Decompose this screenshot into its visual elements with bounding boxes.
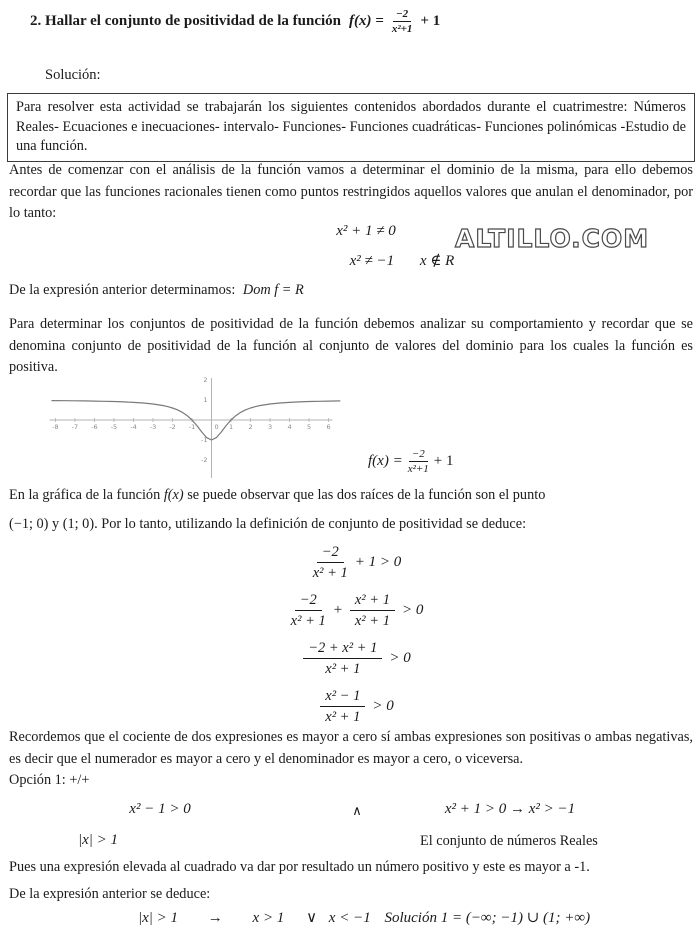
eq4-fraction [320, 687, 365, 726]
svg-text:1: 1 [228, 423, 234, 431]
option1-label: Opción 1: +/+ [9, 772, 90, 788]
eq2-fraction1 [291, 591, 326, 630]
solution-label: Solución: [45, 67, 101, 83]
eq-domain-1: x² + 1 ≠ 0 [336, 223, 396, 239]
eq4-tail: > 0 [372, 698, 394, 715]
roots-text-fx: f(x) [163, 487, 184, 503]
final-abs-condition: |x| > 1 [138, 910, 179, 926]
graph-formula-tail: + 1 [433, 453, 454, 470]
svg-text:1: 1 [203, 396, 208, 404]
graph-formula-denominator: x²+1 [407, 463, 429, 476]
svg-text:-2: -2 [201, 456, 208, 464]
solution-interval: Solución 1 = (−∞; −1) ∪ (1; +∞) [384, 910, 591, 926]
conjunction-symbol: ∧ [352, 803, 362, 818]
eq4-denominator: x² + 1 [325, 709, 361, 726]
eq1-fraction [313, 543, 348, 582]
graph-formula-fraction [408, 448, 429, 475]
svg-text:0: 0 [214, 423, 219, 431]
abs-value-condition: |x| > 1 [78, 832, 119, 848]
graph-formula [368, 448, 454, 475]
svg-text:5: 5 [307, 423, 312, 431]
eq2-plus-sign: + [332, 602, 343, 619]
final-cond-negative: x < −1 [328, 910, 371, 926]
svg-text:2: 2 [248, 423, 253, 431]
title-formula-denominator: x²+1 [391, 23, 413, 36]
svg-text:-1: -1 [201, 436, 208, 444]
denominator-condition: x² + 1 > 0 → x² > −1 [444, 801, 576, 817]
eq-domain-2 [104, 251, 700, 270]
paragraph-positivity-def: Para determinar los conjuntos de positividad de la función debemos analizar su comportamiento y recordar que se denomina conjunto de positividad de la función al conjunto de valores del dominio para los cuales la función es positiva. [9, 316, 693, 375]
disjunction-symbol: ∨ [306, 910, 318, 926]
domain-conclusion-math: Dom f = R [242, 282, 304, 298]
eq2-fraction2 [350, 591, 395, 630]
svg-text:-1: -1 [188, 423, 196, 431]
paragraph-graph-roots-line2: (−1; 0) y (1; 0). Por lo tanto, utilizando la definición de conjunto de positividad se deduce: [9, 516, 527, 532]
eq-domain-2a: x² ≠ −1 [349, 253, 395, 269]
graph-formula-numerator: −2 [409, 448, 428, 462]
domain-conclusion [9, 282, 304, 299]
title-formula-numerator: −2 [393, 8, 411, 22]
eq3-fraction [303, 639, 382, 678]
svg-text:-4: -4 [130, 423, 137, 431]
reals-note: El conjunto de números Reales [420, 833, 598, 849]
svg-text:-7: -7 [71, 423, 79, 431]
graph-formula-lead: f(x) = [368, 453, 403, 470]
domain-conclusion-text: De la expresión anterior determinamos: [9, 282, 236, 298]
eq1-denominator: x² + 1 [312, 565, 348, 582]
paragraph-square-note: Pues una expresión elevada al cuadrado va dar por resultado un número positivo y este es mayor a -1. [9, 859, 590, 875]
derivation-eq4 [7, 687, 700, 726]
exercise-title-text: 2. Hallar el conjunto de positividad de la función [30, 13, 342, 30]
eq4-numerator: x² − 1 [320, 687, 365, 707]
derivation-eq1 [7, 543, 700, 582]
svg-text:-8: -8 [52, 423, 59, 431]
svg-text:3: 3 [267, 423, 273, 431]
svg-text:-2: -2 [169, 423, 176, 431]
eq1-numerator: −2 [317, 543, 344, 563]
eq2-numerator1: −2 [295, 591, 322, 611]
paragraph-domain-intro: Antes de comenzar con el análisis de la función vamos a determinar el dominio de la misma, para ello debemos recordar que las funciones racionales tienen como puntos restringidos aquellos valores que anulan el denominador, por lo tanto: [9, 162, 693, 221]
title-formula-tail: + 1 [420, 13, 441, 30]
eq3-numerator: −2 + x² + 1 [303, 639, 382, 659]
numerator-condition: x² − 1 > 0 [129, 801, 191, 817]
title-formula-lead: f(x) = [349, 13, 384, 30]
svg-text:-3: -3 [149, 423, 157, 431]
svg-text:4: 4 [287, 423, 292, 431]
paragraph-quotient-rule: Recordemos que el cociente de dos expresiones es mayor a cero sí ambas expresiones son positivas o ambas negativas, es decir que el numerador es mayor a cero y el denominador es mayor a cero, o viceversa. [9, 729, 693, 767]
paragraph-graph-roots-line1 [9, 487, 699, 504]
eq3-denominator: x² + 1 [325, 661, 361, 678]
svg-text:2: 2 [203, 376, 208, 384]
implies-arrow: → [207, 910, 223, 926]
deduction-intro: De la expresión anterior se deduce: [9, 886, 211, 902]
final-cond-positive: x > 1 [252, 910, 285, 926]
eq2-denominator1: x² + 1 [290, 613, 326, 630]
exercise-title [30, 8, 440, 35]
eq2-tail: > 0 [401, 602, 424, 619]
derivation-eq2 [7, 591, 700, 630]
svg-text:-5: -5 [110, 423, 118, 431]
contents-box: Para resolver esta actividad se trabajarán los siguientes contenidos abordados durante el cuatrimestre: Números Reales- Ecuaciones e inecuaciones- intervalo- Funciones- Funciones cuadráticas- Funciones polinómicas -Estudio de una función. [7, 93, 695, 162]
eq2-denominator2: x² + 1 [354, 613, 390, 630]
final-solution-line [138, 908, 590, 927]
eq3-tail: > 0 [389, 650, 411, 667]
function-graph [32, 370, 352, 482]
eq2-numerator2: x² + 1 [350, 591, 395, 611]
derivation-eq3 [7, 639, 700, 678]
altillo-watermark: ALTILLO.COM [455, 224, 650, 253]
svg-text:6: 6 [326, 423, 331, 431]
eq-domain-2b: x ∉ R [419, 253, 455, 269]
title-formula-fraction [392, 8, 413, 35]
svg-text:-6: -6 [91, 423, 98, 431]
roots-text-c: se puede observar que las dos raíces de la función son el punto [183, 487, 546, 503]
roots-text-a: En la gráfica de la función [9, 487, 164, 503]
eq1-tail: + 1 > 0 [354, 554, 402, 571]
